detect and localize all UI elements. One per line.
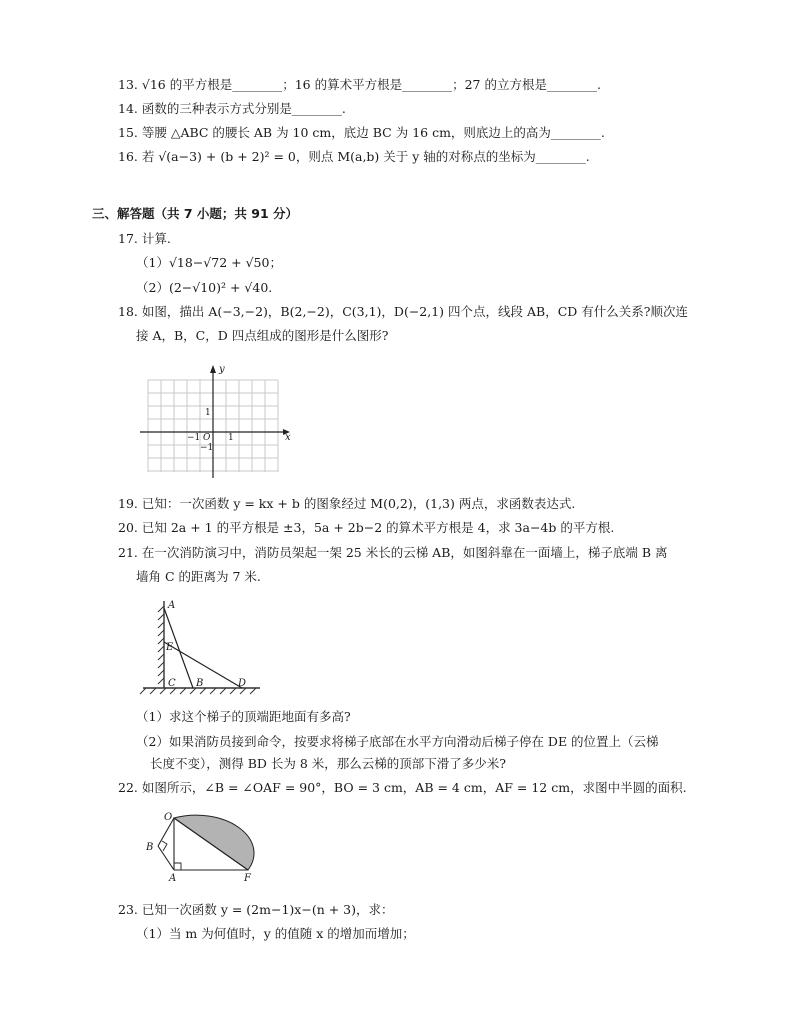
- y-tick-neg-1: −1: [200, 443, 214, 453]
- x-tick-neg-1: −1: [187, 433, 201, 443]
- origin-label: O: [203, 433, 211, 443]
- label-B: B: [196, 678, 204, 689]
- label-A22: A: [169, 873, 177, 884]
- question-13: 13. √16 的平方根是________；16 的算术平方根是________；27 的立方根是________.: [118, 77, 601, 92]
- x-axis-label: x: [285, 432, 291, 443]
- question-23-line-1: 23. 已知一次函数 y = (2m−1)x−(n + 3)，求：: [118, 902, 394, 917]
- segment-ba: [158, 846, 174, 870]
- question-14: 14. 函数的三种表示方式分别是________.: [118, 101, 346, 116]
- question-21-line-2: 墙角 C 的距离为 7 米.: [136, 569, 261, 584]
- question-17-stem: 17. 计算.: [118, 231, 171, 246]
- coordinate-grid-figure: [140, 360, 300, 480]
- question-18-line-1: 18. 如图，描出 A(−3,−2)，B(2,−2)，C(3,1)，D(−2,1) 四个点，线段 AB，CD 有什么关系?顺次连: [118, 304, 688, 319]
- semicircle-figure: [140, 810, 260, 884]
- label-E: E: [166, 642, 174, 653]
- question-19: 19. 已知：一次函数 y = kx + b 的图象经过 M(0,2)，(1,3) 两点，求函数表达式.: [118, 496, 576, 511]
- ladder-figure: [138, 598, 268, 698]
- question-23-part-1: （1）当 m 为何值时，y 的值随 x 的增加而增加；: [136, 926, 415, 941]
- right-angle-mark-b: [162, 841, 167, 851]
- question-22: 22. 如图所示，∠B = ∠OAF = 90°，BO = 3 cm，AB = 4 cm，AF = 12 cm，求图中半圆的面积.: [118, 780, 687, 795]
- y-axis-arrow-icon: [210, 365, 216, 373]
- question-15: 15. 等腰 △ABC 的腰长 AB 为 10 cm，底边 BC 为 16 cm，则底边上的高为________.: [118, 125, 605, 140]
- semicircle-region: [174, 815, 254, 870]
- x-tick-1: 1: [228, 433, 234, 443]
- question-21-line-1: 21. 在一次消防演习中，消防员架起一架 25 米长的云梯 AB，如图斜靠在一面墙上，梯子底端 B 离: [118, 545, 668, 560]
- right-angle-mark-a: [174, 863, 181, 870]
- label-C: C: [168, 678, 176, 689]
- label-A: A: [168, 600, 176, 611]
- y-axis-label: y: [219, 364, 225, 375]
- y-tick-1: 1: [205, 408, 211, 418]
- question-18-line-2: 接 A，B，C，D 四点组成的图形是什么图形?: [136, 328, 389, 343]
- label-D: D: [238, 678, 247, 689]
- question-17-part-1: （1）√18−√72 + √50；: [136, 255, 282, 270]
- question-17-part-2: （2）(2−√10)² + √40.: [136, 280, 273, 295]
- label-O: O: [164, 812, 173, 823]
- section-3-title: 三、解答题（共 7 小题；共 91 分）: [92, 206, 299, 221]
- label-B22: B: [146, 842, 154, 853]
- question-21-part-2-line-2: 长度不变），测得 BD 长为 8 米，那么云梯的顶部下滑了多少米?: [150, 756, 507, 771]
- question-21-part-2-line-1: （2）如果消防员接到命令，按要求将梯子底部在水平方向滑动后梯子停在 DE 的位置上（云梯: [136, 734, 659, 749]
- question-21-part-1: （1）求这个梯子的顶端距地面有多高?: [136, 709, 351, 724]
- question-20: 20. 已知 2a + 1 的平方根是 ±3，5a + 2b−2 的算术平方根是 4，求 3a−4b 的平方根.: [118, 520, 615, 535]
- label-F: F: [244, 873, 251, 884]
- question-16: 16. 若 √(a−3) + (b + 2)² = 0，则点 M(a,b) 关于 y 轴的对称点的坐标为________.: [118, 149, 590, 164]
